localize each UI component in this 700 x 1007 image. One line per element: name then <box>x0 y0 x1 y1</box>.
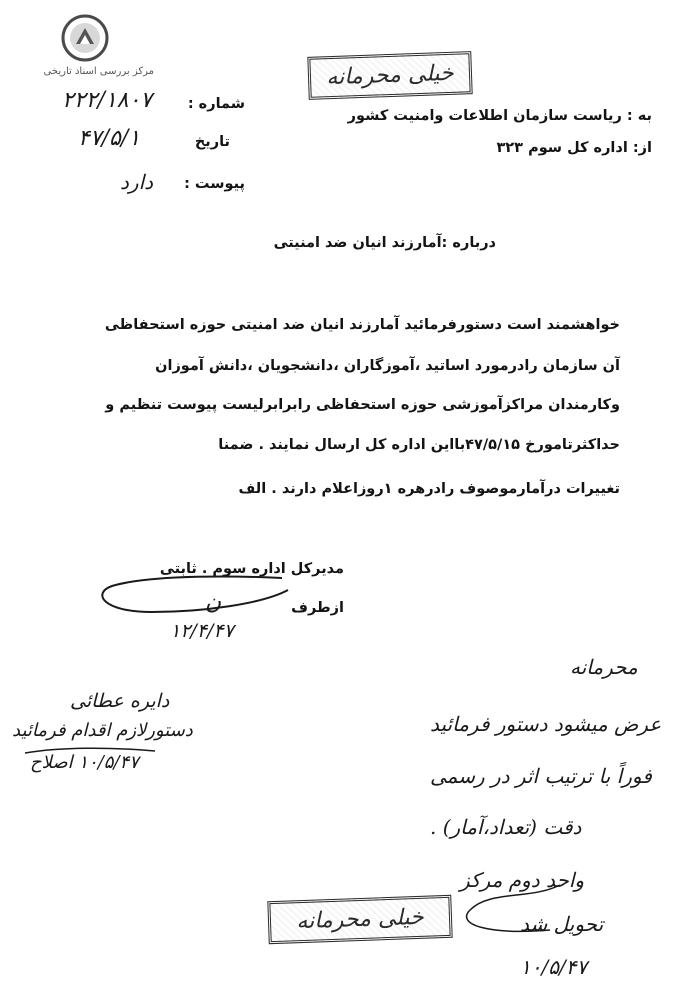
archive-logo-icon <box>54 14 116 62</box>
date-label: تاریخ <box>194 134 230 150</box>
right-note-line-7: ۱۰/۵/۴۷ <box>520 955 588 979</box>
to-value: ریاست سازمان اطلاعات وامنیت کشور <box>347 108 622 124</box>
right-note-line-5: واحد دوم مرکز <box>460 868 585 892</box>
body-line-5: تغییرات درآمارموصوف رادرهره ۱روزاعلام دارند . الف <box>238 481 620 497</box>
body-line-4: حداکثرتامورخ ۴۷/۵/۱۵بااین اداره کل ارسال نمایند . ضمنا <box>218 437 620 453</box>
archive-logo <box>14 14 154 84</box>
number-value: ۲۲۲/۱۸۰۷ <box>62 88 153 113</box>
right-note-line-4: دقت (تعداد،آمار) . <box>430 815 582 839</box>
from-line <box>496 140 652 156</box>
signature-date: ۱۲/۴/۴۷ <box>170 620 234 642</box>
confidential-stamp-top: خیلی محرمانه <box>307 51 472 100</box>
archive-logo-caption: مرکز بررسی اسناد تاریخی <box>43 66 154 77</box>
signature-scribble-icon <box>92 568 292 618</box>
on-behalf-label: ازطرف <box>291 600 344 616</box>
signature-initial: ن <box>205 590 222 615</box>
to-label: به : <box>626 108 652 124</box>
date-value: ۴۷/۵/۱ <box>78 126 141 151</box>
body-line-2: آن سازمان رادرمورد اساتید ،آموزگاران ،دانشجویان ،دانش آموزان <box>155 358 620 374</box>
left-note-line-1: دایره عطائی <box>70 690 170 712</box>
body-line-1: خواهشمند است دستورفرمائید آمارزند انیان ضد امنیتی حوزه استحفاظی <box>104 317 620 333</box>
number-label: شماره : <box>187 96 245 112</box>
body-line-3: وکارمندان مراکزآموزشی حوزه استحفاظی رابرابرلیست پیوست تنظیم و <box>105 397 620 413</box>
signature-title: مدیرکل اداره سوم . ثابتی <box>159 561 344 577</box>
from-value: اداره کل سوم ۳۲۳ <box>496 140 628 156</box>
attachment-label: پیوست : <box>184 176 245 192</box>
right-note-line-2: عرض میشود دستور فرمائید <box>430 712 662 736</box>
subject-line: درباره :آمارزند انیان ضد امنیتی <box>273 235 496 251</box>
right-note-line-3: فوراً با ترتیب اثر در رسمی <box>430 764 652 788</box>
right-note-line-1: محرمانه <box>570 655 638 679</box>
confidential-stamp-bottom: خیلی محرمانه <box>267 895 452 944</box>
left-note-underline-icon <box>20 745 160 757</box>
attachment-value: دارد <box>120 170 154 194</box>
left-note-line-2: دستورلازم اقدام فرمائید <box>12 720 193 741</box>
right-note-line-6: تحویل شد <box>520 912 604 936</box>
from-label: از: <box>632 140 652 156</box>
right-note-scribble-icon <box>450 880 570 940</box>
to-line <box>348 108 652 124</box>
left-note-line-3: ۱۰/۵/۴۷ اصلاح <box>30 752 139 773</box>
